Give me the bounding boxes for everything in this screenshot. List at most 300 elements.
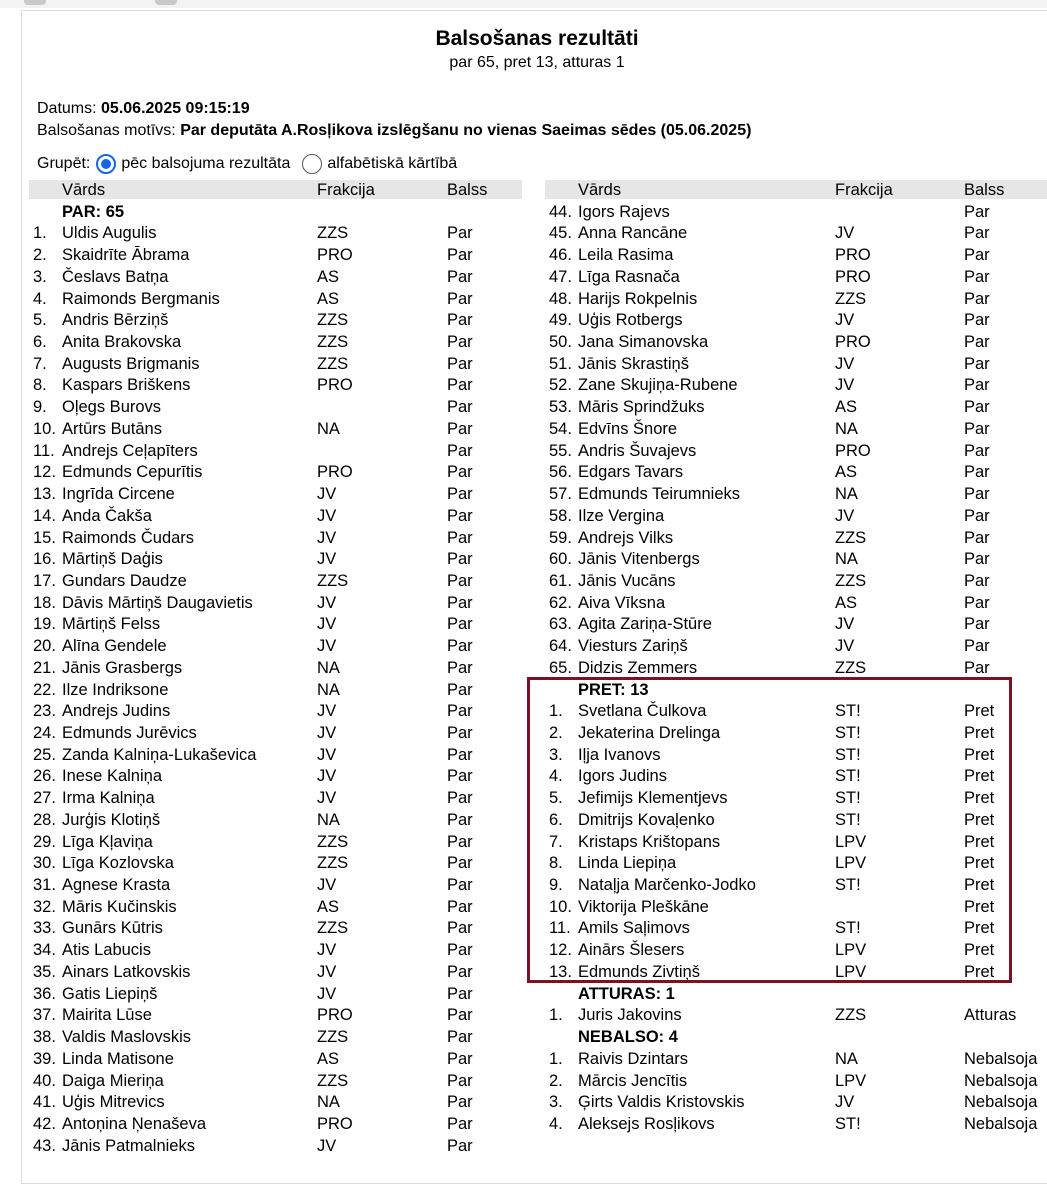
vote: Par: [447, 745, 473, 764]
faction: NA: [835, 1049, 858, 1068]
row-number: 5.: [549, 789, 563, 808]
row-number: 3.: [549, 1093, 563, 1112]
row-number: 40.: [33, 1071, 56, 1090]
table-row: [545, 462, 1045, 484]
faction: AS: [835, 463, 858, 482]
row-number: 42.: [33, 1114, 56, 1133]
deputy-name: Dmitrijs Kovaļenko: [578, 810, 715, 829]
deputy-name: Ilze Vergina: [578, 506, 665, 525]
vote: Par: [447, 267, 473, 286]
vote: Par: [964, 202, 990, 221]
table-row: [545, 1092, 1045, 1114]
deputy-name: Edmunds Jurēvics: [62, 724, 197, 742]
faction: ST!: [835, 702, 861, 721]
deputy-name: Māris Sprindžuks: [578, 398, 705, 417]
vote: Par: [964, 615, 990, 634]
vote: Par: [447, 767, 473, 786]
table-row: [545, 245, 1045, 267]
row-number: 64.: [549, 637, 572, 656]
row-number: 19.: [33, 615, 56, 634]
vote: Par: [447, 376, 473, 395]
table-row: [29, 245, 529, 267]
table-row: [29, 810, 529, 832]
row-number: 21.: [33, 658, 56, 677]
faction: JV: [317, 528, 337, 547]
faction: PRO: [317, 1006, 353, 1025]
faction: JV: [317, 615, 337, 634]
row-number: 1.: [549, 1006, 563, 1025]
table-row: [29, 462, 529, 484]
table-row: [29, 614, 529, 636]
faction: NA: [835, 550, 858, 569]
deputy-name: Linda Liepiņa: [578, 854, 677, 873]
row-number: 63.: [549, 615, 572, 634]
column-header-vote: Balss: [447, 181, 488, 199]
deputy-name: Ainārs Šlesers: [578, 941, 685, 960]
row-number: 31.: [33, 876, 56, 895]
row-number: 12.: [33, 463, 56, 482]
faction: AS: [317, 897, 340, 916]
radio-alphabetical[interactable]: [302, 154, 322, 174]
row-number: 50.: [549, 333, 572, 352]
deputy-name: Alīna Gendele: [62, 637, 167, 656]
row-number: 4.: [549, 1114, 563, 1133]
deputy-name: Jānis Vucāns: [578, 571, 676, 590]
table-row: [545, 267, 1045, 289]
table-row: [29, 419, 529, 441]
deputy-name: Edmunds Cepurītis: [62, 463, 203, 482]
faction: JV: [835, 506, 855, 525]
row-number: 28.: [33, 810, 56, 829]
faction: PRO: [835, 441, 871, 460]
deputy-name: Daiga Mieriņa: [62, 1071, 164, 1090]
column-header-row: [545, 180, 1045, 202]
table-row: [545, 1005, 1045, 1027]
group-heading-label: ATTURAS: 1: [578, 984, 675, 1003]
table-row: [29, 723, 529, 745]
row-number: 30.: [33, 854, 56, 873]
table-row: [29, 1049, 529, 1071]
row-number: 5.: [33, 311, 47, 330]
vote: Par: [447, 1071, 473, 1090]
row-number: 39.: [33, 1049, 56, 1068]
table-row: [29, 223, 529, 245]
row-number: 13.: [549, 962, 572, 981]
row-number: 2.: [549, 1071, 563, 1090]
faction: PRO: [317, 463, 353, 482]
deputy-name: Iļja Ivanovs: [578, 745, 661, 764]
table-row: [29, 397, 529, 419]
radio-by-result-label[interactable]: pēc balsojuma rezultāta: [121, 155, 291, 172]
faction: ST!: [835, 767, 861, 786]
faction: AS: [317, 1049, 340, 1068]
row-number: 8.: [549, 854, 563, 873]
deputy-name: Andris Bērziņš: [62, 311, 169, 330]
vote: Par: [964, 419, 990, 438]
faction: PRO: [835, 267, 871, 286]
faction: ZZS: [317, 311, 349, 330]
faction: JV: [317, 550, 337, 569]
row-number: 23.: [33, 702, 56, 721]
table-row: [29, 593, 529, 615]
row-number: 61.: [549, 571, 572, 590]
deputy-name: Atis Labucis: [62, 941, 151, 960]
column-header-name: Vārds: [62, 181, 106, 199]
row-number: 2.: [549, 724, 563, 742]
row-number: 52.: [549, 376, 572, 395]
vote: Par: [447, 333, 473, 352]
faction: JV: [317, 789, 337, 808]
row-number: 10.: [33, 419, 56, 438]
row-number: 7.: [33, 354, 47, 373]
faction: ZZS: [317, 1071, 349, 1090]
vote: Pret: [964, 832, 995, 851]
deputy-name: Amils Saļimovs: [578, 919, 690, 938]
row-number: 18.: [33, 593, 56, 612]
faction: AS: [317, 289, 340, 308]
vote: Par: [964, 311, 990, 330]
deputy-name: Jefimijs Klementjevs: [578, 789, 728, 808]
vote: Par: [447, 289, 473, 308]
deputy-name: Anna Rancāne: [578, 224, 688, 243]
deputy-name: Raimonds Čudars: [62, 528, 195, 547]
table-row: [29, 375, 529, 397]
vote: Par: [964, 289, 990, 308]
vote: Pret: [964, 876, 995, 895]
deputy-name: Svetlana Čulkova: [578, 702, 707, 721]
deputy-name: Uģis Mitrevics: [62, 1093, 165, 1112]
vote: Par: [447, 941, 473, 960]
row-number: 60.: [549, 550, 572, 569]
vote: Par: [964, 441, 990, 460]
vote: Par: [447, 1136, 473, 1155]
faction: LPV: [835, 962, 867, 981]
row-number: 36.: [33, 984, 56, 1003]
vote: Pret: [964, 962, 995, 981]
row-number: 53.: [549, 398, 572, 417]
faction: ST!: [835, 876, 861, 895]
row-number: 17.: [33, 571, 56, 590]
table-row: [545, 332, 1045, 354]
deputy-name: Uldis Augulis: [62, 224, 157, 243]
vote: Par: [447, 354, 473, 373]
group-heading-label: PAR: 65: [62, 202, 125, 221]
row-number: 24.: [33, 724, 56, 742]
table-row: [29, 1027, 529, 1049]
motive-line: [37, 122, 751, 140]
row-number: 1.: [33, 224, 47, 243]
vote: Par: [447, 810, 473, 829]
radio-alphabetical-label[interactable]: alfabētiskā kārtībā: [327, 155, 458, 172]
deputy-name: Gatis Liepiņš: [62, 984, 158, 1003]
grouping-control: [37, 154, 457, 174]
vote: Par: [964, 550, 990, 569]
table-row: [29, 962, 529, 984]
table-row: [29, 766, 529, 788]
table-row: [29, 332, 529, 354]
vote: Par: [447, 1006, 473, 1025]
faction: PRO: [317, 1114, 353, 1133]
row-number: 47.: [549, 267, 572, 286]
deputy-name: Jānis Vitenbergs: [578, 550, 700, 569]
table-row: [545, 484, 1045, 506]
table-row: [29, 310, 529, 332]
vote: Par: [447, 463, 473, 482]
row-number: 9.: [33, 398, 47, 417]
deputy-name: Mārcis Jencītis: [578, 1071, 688, 1090]
row-number: 35.: [33, 962, 56, 981]
browser-top-strip: [0, 0, 1047, 8]
row-number: 20.: [33, 637, 56, 656]
vote: Par: [964, 398, 990, 417]
faction: NA: [317, 1093, 340, 1112]
vote: Par: [447, 1049, 473, 1068]
vote: Par: [447, 528, 473, 547]
deputy-name: Mairita Lūse: [62, 1006, 152, 1025]
table-row: [29, 1114, 529, 1136]
faction: ZZS: [317, 333, 349, 352]
row-number: 14.: [33, 506, 56, 525]
table-row: [545, 528, 1045, 550]
deputy-name: Ainars Latkovskis: [62, 962, 191, 981]
deputy-name: Viktorija Pleškāne: [578, 897, 709, 916]
faction: ZZS: [835, 1006, 867, 1025]
row-number: 6.: [33, 333, 47, 352]
table-row: [29, 897, 529, 919]
deputy-name: Harijs Rokpelnis: [578, 289, 698, 308]
faction: JV: [835, 354, 855, 373]
deputy-name: Edmunds Teirumnieks: [578, 485, 741, 504]
vote: Par: [447, 571, 473, 590]
deputy-name: Andris Šuvajevs: [578, 441, 697, 460]
table-row: [545, 375, 1045, 397]
vote: Par: [447, 832, 473, 851]
row-number: 27.: [33, 789, 56, 808]
vote: Par: [964, 267, 990, 286]
deputy-name: Ģirts Valdis Kristovskis: [578, 1093, 745, 1112]
vote: Par: [964, 637, 990, 656]
date-value: 05.06.2025 09:15:19: [101, 100, 250, 117]
vote: Par: [964, 333, 990, 352]
row-number: 4.: [33, 289, 47, 308]
row-number: 56.: [549, 463, 572, 482]
column-header-faction: Frakcija: [317, 181, 375, 199]
faction: JV: [317, 876, 337, 895]
row-number: 11.: [33, 441, 55, 460]
table-row: [29, 484, 529, 506]
faction: JV: [835, 376, 855, 395]
faction: NA: [317, 658, 340, 677]
radio-by-result[interactable]: [96, 154, 116, 174]
deputy-name: Kaspars Briškens: [62, 376, 191, 395]
faction: JV: [317, 1136, 337, 1155]
faction: NA: [317, 680, 340, 699]
vote: Pret: [964, 919, 995, 938]
table-row: [29, 701, 529, 723]
vote: Par: [447, 224, 473, 243]
table-row: [29, 832, 529, 854]
deputy-name: Līga Kļaviņa: [62, 832, 153, 851]
table-row: [29, 441, 529, 463]
deputy-name: Didzis Zemmers: [578, 658, 698, 677]
tab-stub: [24, 0, 46, 5]
vote: Par: [447, 724, 473, 742]
group-heading-nebalso: [545, 1027, 1045, 1049]
deputy-name: Andrejs Vilks: [578, 528, 674, 547]
vote: Par: [447, 1093, 473, 1112]
deputy-name: Viesturs Zariņš: [578, 637, 688, 656]
deputy-name: Oļegs Burovs: [62, 398, 162, 417]
table-row: [29, 1136, 529, 1158]
vote: Par: [964, 658, 990, 677]
table-row: [29, 918, 529, 940]
vote: Atturas: [964, 1006, 1017, 1025]
table-row: [29, 528, 529, 550]
table-row: [29, 984, 529, 1006]
row-number: 16.: [33, 550, 56, 569]
row-number: 25.: [33, 745, 56, 764]
deputy-name: Jānis Patmalnieks: [62, 1136, 195, 1155]
table-row: [545, 571, 1045, 593]
deputy-name: Gundars Daudze: [62, 571, 187, 590]
vote: Par: [964, 506, 990, 525]
deputy-name: Līga Rasnača: [578, 267, 680, 286]
vote: Par: [447, 419, 473, 438]
row-number: 46.: [549, 246, 572, 265]
deputy-name: Ingrīda Circene: [62, 485, 175, 504]
table-row: [29, 354, 529, 376]
table-row: [29, 875, 529, 897]
vote: Par: [447, 246, 473, 265]
faction: ZZS: [317, 224, 349, 243]
deputy-name: Kristaps Krištopans: [578, 832, 721, 851]
row-number: 65.: [549, 658, 572, 677]
deputy-name: Edvīns Šnore: [578, 419, 678, 438]
vote: Par: [447, 897, 473, 916]
column-header-faction: Frakcija: [835, 181, 893, 199]
vote: Par: [447, 637, 473, 656]
vote: Pret: [964, 789, 995, 808]
deputy-name: Andrejs Judins: [62, 702, 171, 721]
table-row: [29, 1005, 529, 1027]
faction: ZZS: [317, 354, 349, 373]
deputy-name: Leila Rasima: [578, 246, 674, 265]
row-number: 3.: [549, 745, 563, 764]
vote: Par: [447, 441, 473, 460]
row-number: 22.: [33, 680, 56, 699]
deputy-name: Mārtiņš Daģis: [62, 550, 163, 569]
table-row: [29, 571, 529, 593]
faction: ZZS: [317, 1028, 349, 1047]
row-number: 62.: [549, 593, 572, 612]
table-row: [545, 1071, 1045, 1093]
row-number: 15.: [33, 528, 56, 547]
table-row: [545, 354, 1045, 376]
row-number: 43.: [33, 1136, 56, 1155]
deputy-name: Artūrs Butāns: [62, 419, 162, 438]
row-number: 26.: [33, 767, 56, 786]
vote: Par: [964, 593, 990, 612]
faction: LPV: [835, 941, 867, 960]
deputy-name: Dāvis Mārtiņš Daugavietis: [62, 593, 253, 612]
row-number: 45.: [549, 224, 572, 243]
deputy-name: Gunārs Kūtris: [62, 919, 163, 938]
faction: PRO: [835, 246, 871, 265]
faction: ZZS: [835, 658, 867, 677]
faction: ST!: [835, 724, 861, 742]
deputy-name: Jānis Skrastiņš: [578, 354, 689, 373]
table-row: [29, 658, 529, 680]
vote: Pret: [964, 941, 995, 960]
row-number: 3.: [33, 267, 47, 286]
vote: Par: [447, 1028, 473, 1047]
date-line: [37, 100, 250, 118]
deputy-name: Raimonds Bergmanis: [62, 289, 220, 308]
faction: ZZS: [835, 289, 867, 308]
faction: AS: [835, 398, 858, 417]
faction: ST!: [835, 789, 861, 808]
vote: Par: [447, 962, 473, 981]
vote: Nebalsoja: [964, 1049, 1038, 1068]
faction: ZZS: [835, 528, 867, 547]
faction: ZZS: [317, 832, 349, 851]
table-row: [545, 1114, 1045, 1136]
table-row: [29, 940, 529, 962]
faction: ZZS: [835, 571, 867, 590]
deputy-name: Andrejs Ceļapīters: [62, 441, 198, 460]
deputy-name: Valdis Maslovskis: [62, 1028, 191, 1047]
vote: Par: [964, 571, 990, 590]
table-row: [545, 419, 1045, 441]
vote: Par: [447, 593, 473, 612]
deputy-name: Zanda Kalniņa-Lukaševica: [62, 745, 257, 764]
row-number: 9.: [549, 876, 563, 895]
deputy-name: Igors Judins: [578, 767, 667, 786]
faction: JV: [317, 506, 337, 525]
table-row: [29, 636, 529, 658]
deputy-name: Aiva Vīksna: [578, 593, 666, 612]
table-row: [29, 549, 529, 571]
vote: Nebalsoja: [964, 1114, 1038, 1133]
vote: Par: [447, 550, 473, 569]
faction: JV: [317, 485, 337, 504]
deputy-name: Jurģis Klotiņš: [62, 810, 161, 829]
group-heading-atturas: [545, 984, 1045, 1006]
vote: Par: [447, 615, 473, 634]
vote: Par: [447, 398, 473, 417]
deputy-name: Jānis Grasbergs: [62, 658, 183, 677]
motive-value: Par deputāta A.Rosļikova izslēgšanu no vienas Saeimas sēdes (05.06.2025): [180, 122, 752, 139]
table-row: [29, 745, 529, 767]
deputy-name: Igors Rajevs: [578, 202, 670, 221]
vote: Pret: [964, 810, 995, 829]
row-number: 1.: [549, 1049, 563, 1068]
faction: ST!: [835, 745, 861, 764]
faction: LPV: [835, 832, 867, 851]
row-number: 44.: [549, 202, 572, 221]
faction: AS: [317, 267, 340, 286]
vote: Par: [964, 246, 990, 265]
table-row: [29, 1092, 529, 1114]
vote: Par: [447, 658, 473, 677]
faction: PRO: [317, 376, 353, 395]
faction: AS: [835, 593, 858, 612]
faction: ST!: [835, 1114, 861, 1133]
table-row: [545, 289, 1045, 311]
deputy-name: Māris Kučinskis: [62, 897, 177, 916]
vote: Par: [964, 354, 990, 373]
vote: Par: [964, 528, 990, 547]
